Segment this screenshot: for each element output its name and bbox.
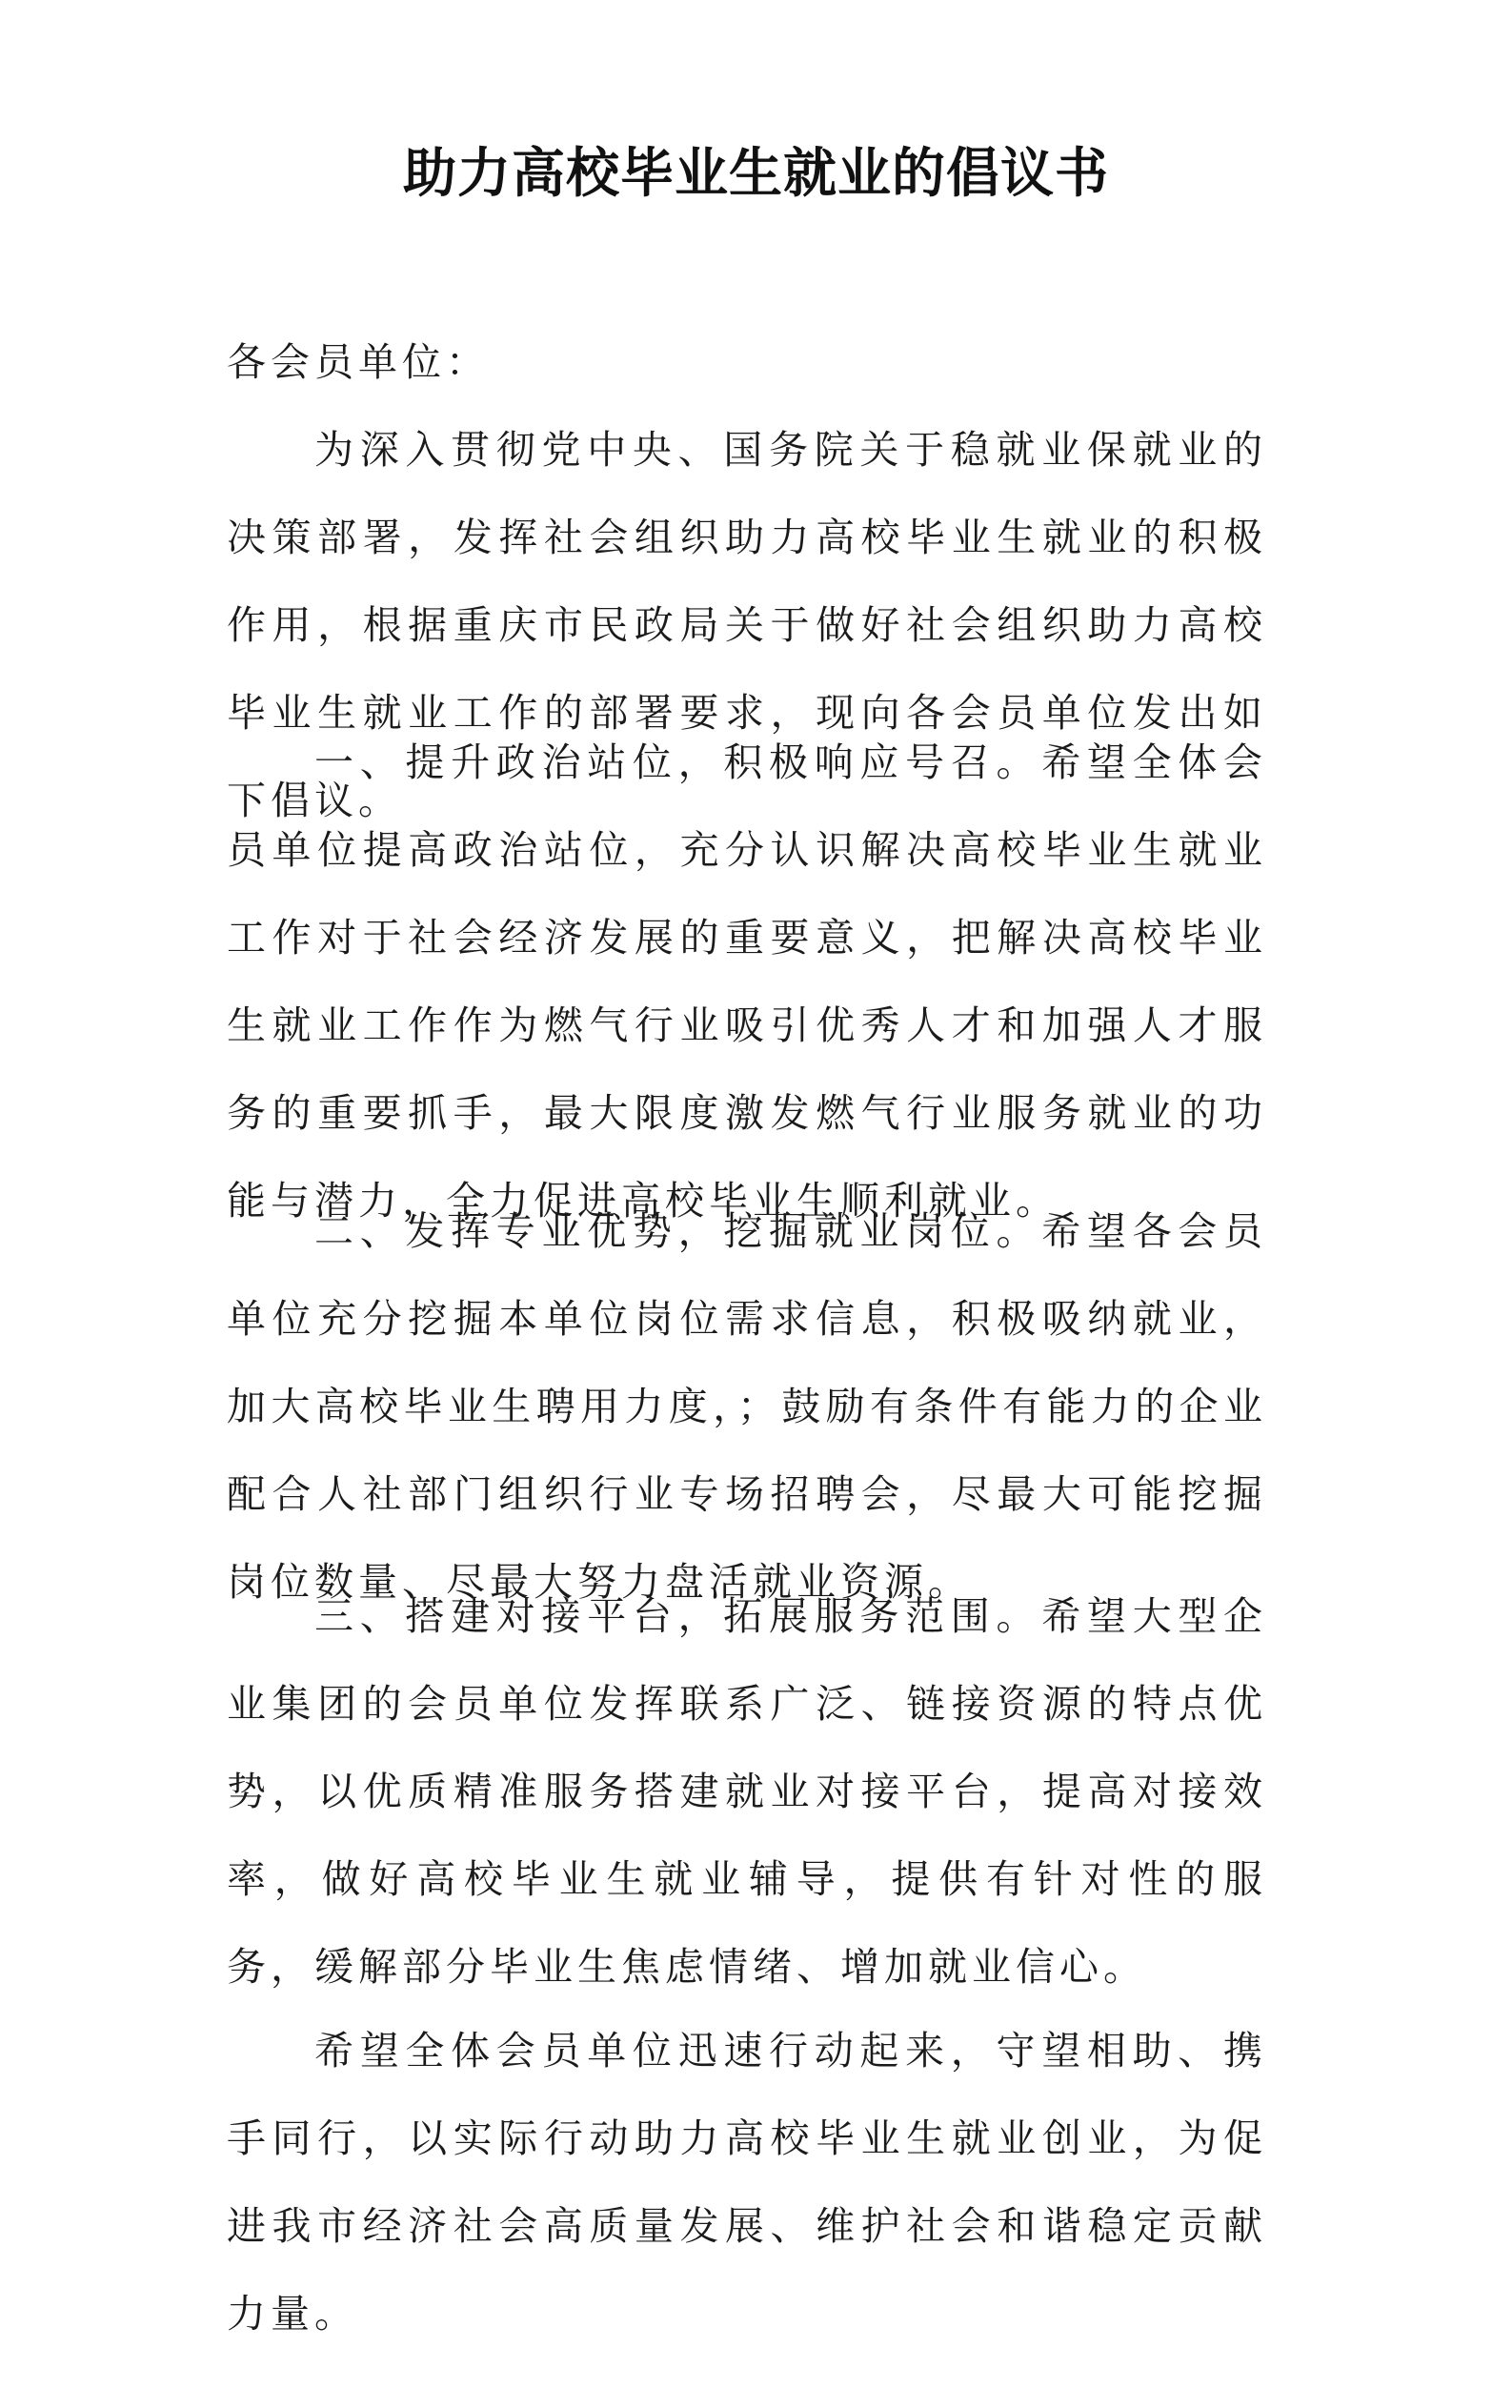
document-title: 助力高校毕业生就业的倡议书 xyxy=(403,143,1109,205)
paragraph-intro: 为深入贯彻党中央、国务院关于稳就业保就业的决策部署，发挥社会组织助力高校毕业生就业的积极作用，根据重庆市民政局关于做好社会组织助力高校毕业生就业工作的部署要求，现向各会员单位发出如下倡议。 xyxy=(227,427,1267,823)
paragraph-closing: 希望全体会员单位迅速行动起来，守望相助、携手同行，以实际行动助力高校毕业生就业创业，为促进我市经济社会高质量发展、维护社会和谐稳定贡献力量。 xyxy=(227,2028,1267,2337)
paragraph-one: 一、提升政治站位，积极响应号召。希望全体会员单位提高政治站位，充分认识解决高校毕业生就业工作对于社会经济发展的重要意义，把解决高校毕业生就业工作作为燃气行业吸引优秀人才和加强人才服务的重要抓手，最大限度激发燃气行业服务就业的功能与潜力，全力促进高校毕业生顺利就业。 xyxy=(227,739,1267,1224)
paragraph-three: 三、搭建对接平台，拓展服务范围。希望大型企业集团的会员单位发挥联系广泛、链接资源的特点优势，以优质精准服务搭建就业对接平台，提高对接效率，做好高校毕业生就业辅导，提供有针对性的服务，缓解部分毕业生焦虑情绪、增加就业信心。 xyxy=(227,1593,1267,1990)
paragraph-two: 二、发挥专业优势，挖掘就业岗位。希望各会员单位充分挖掘本单位岗位需求信息，积极吸纳就业，加大高校毕业生聘用力度，；鼓励有条件有能力的企业配合人社部门组织行业专场招聘会，尽最大可能挖掘岗位数量、尽最大努力盘活就业资源。 xyxy=(227,1208,1267,1605)
salutation: 各会员单位： xyxy=(227,339,490,385)
